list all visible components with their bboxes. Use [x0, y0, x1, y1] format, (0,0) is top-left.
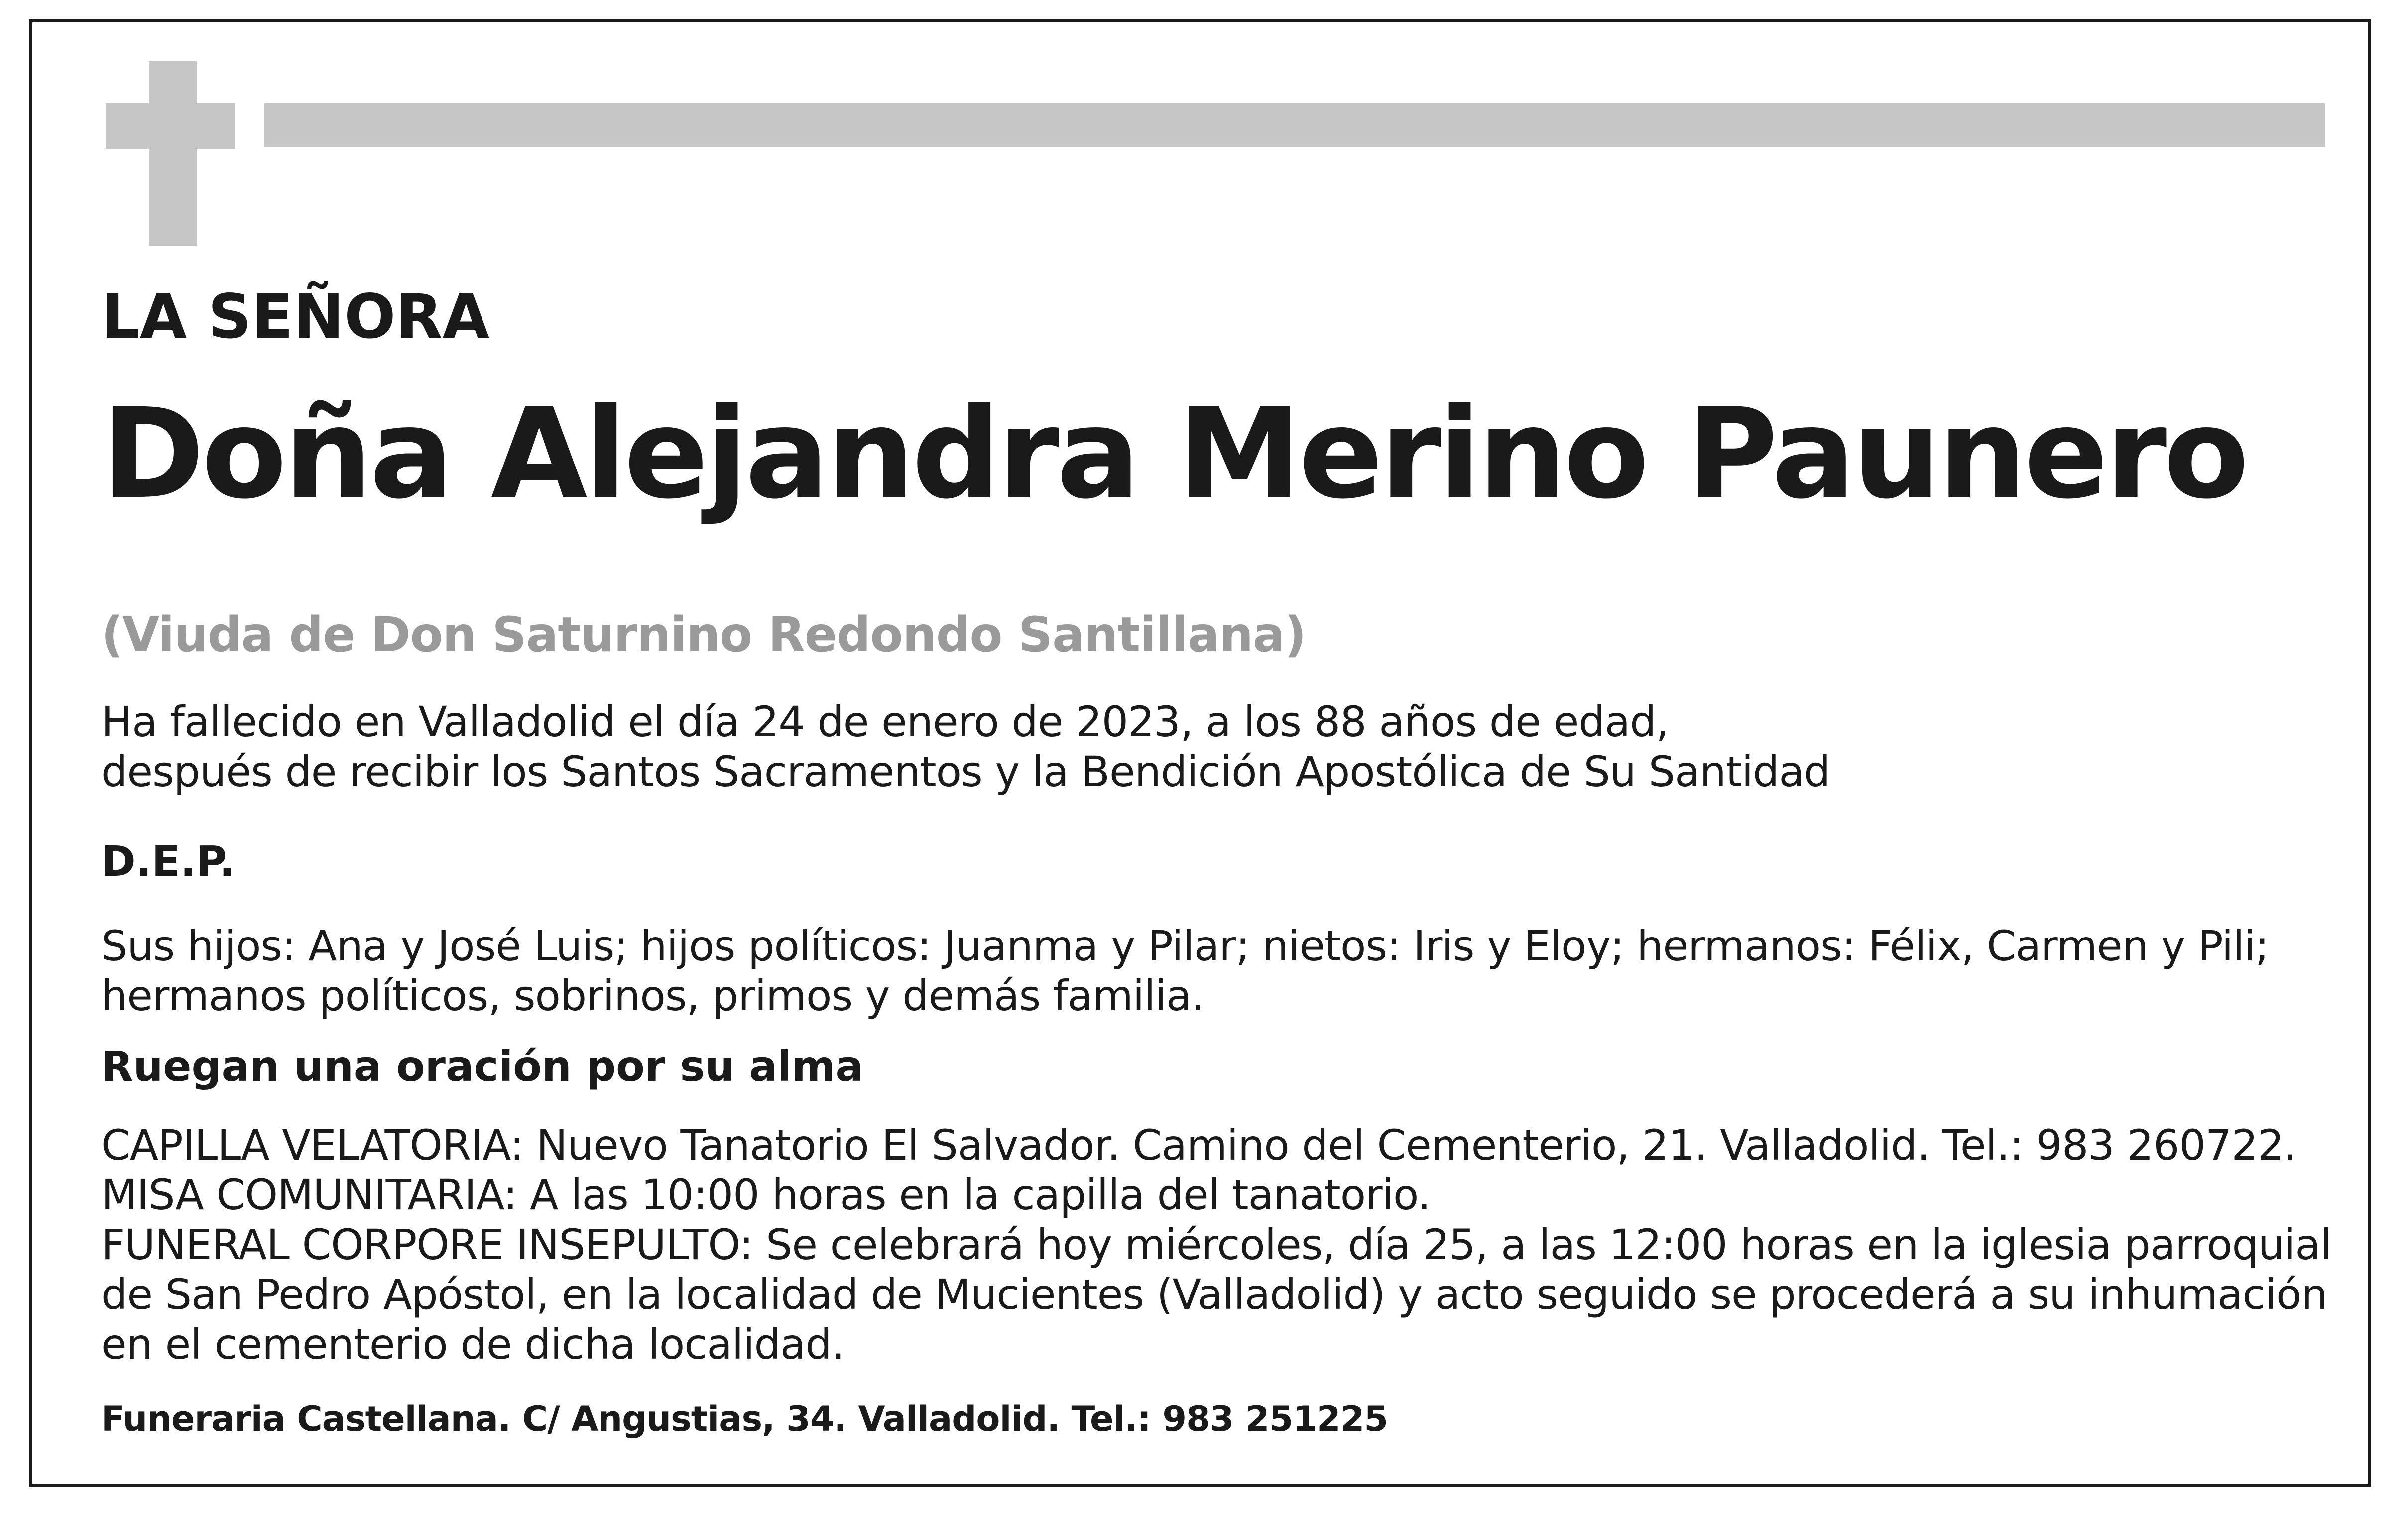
cross-icon [106, 61, 235, 246]
announcement-line: Ha fallecido en Valladolid el día 24 de enero de 2023, a los 88 años de edad, [101, 698, 1669, 746]
prayer-request: Ruegan una oración por su alma [101, 1042, 864, 1091]
announcement-line: después de recibir los Santos Sacramentos y la Bendición Apostólica de Su Santidad [101, 747, 1830, 796]
service-line: MISA COMUNITARIA: A las 10:00 horas en la capilla del tanatorio. [101, 1171, 1431, 1219]
service-line: FUNERAL CORPORE INSEPULTO: Se celebrará hoy miércoles, día 25, a las 12:00 horas en la iglesia parroquial [101, 1220, 2332, 1269]
cross-vertical-bar [149, 61, 197, 246]
rip-label: D.E.P. [101, 837, 235, 886]
death-announcement [101, 697, 1830, 797]
header-rule [264, 103, 2325, 147]
service-line: en el cementerio de dicha localidad. [101, 1320, 844, 1369]
deceased-name: Doña Alejandra Merino Paunero [101, 381, 2246, 526]
funeral-home-info: Funeraria Castellana. C/ Angustias, 34. Valladolid. Tel.: 983 251225 [101, 1399, 1388, 1439]
family-line: Sus hijos: Ana y José Luis; hijos políticos: Juanma y Pilar; nietos: Iris y Eloy; hermanos: Félix, Carmen y Pili; [101, 922, 2269, 970]
family-list [101, 921, 2269, 1021]
cross-horizontal-bar [106, 103, 235, 149]
widow-subtitle: (Viuda de Don Saturnino Redondo Santillana) [101, 607, 1306, 663]
service-line: CAPILLA VELATORIA: Nuevo Tanatorio El Salvador. Camino del Cementerio, 21. Valladolid. Tel.: 983 260722. [101, 1121, 2296, 1170]
service-line: de San Pedro Apóstol, en la localidad de Mucientes (Valladolid) y acto seguido se procederá a su inhumación [101, 1270, 2327, 1319]
service-details [101, 1120, 2331, 1369]
family-line: hermanos políticos, sobrinos, primos y demás familia. [101, 971, 1204, 1020]
notice-title: LA SEÑORA [101, 281, 490, 352]
